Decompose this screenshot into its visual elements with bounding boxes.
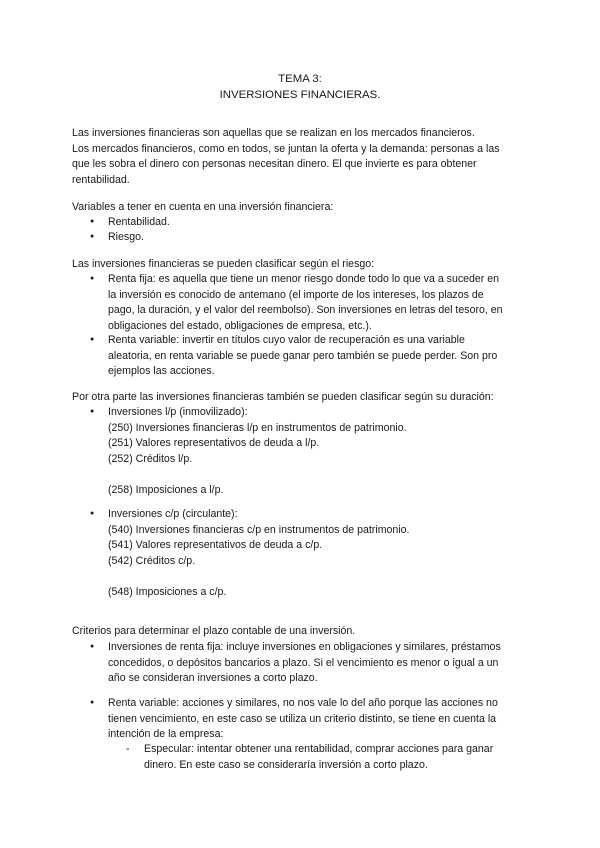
bullet-icon bbox=[90, 405, 102, 422]
account-line: (548) Imposiciones a c/p. bbox=[108, 585, 227, 598]
text-line: obligaciones del estado, obligaciones de empresa, etc.). bbox=[108, 319, 372, 332]
riesgo-heading: Las inversiones financieras se pueden clasificar según el riesgo: bbox=[72, 258, 375, 270]
list-item-text: Rentabilidad. bbox=[108, 216, 170, 228]
intro-line: rentabilidad. bbox=[72, 173, 130, 186]
intro-line: Los mercados financieros, como en todos, se juntan la oferta y la demanda: personas a las bbox=[72, 142, 500, 155]
bullet-icon bbox=[90, 507, 102, 524]
criterio-variable-text bbox=[108, 696, 498, 743]
text-line: la inversión es conocido de antemano (el importe de los intereses, los plazos de bbox=[108, 288, 484, 301]
lp-block bbox=[108, 405, 407, 498]
title-line-1: TEMA 3: bbox=[278, 73, 322, 85]
bullet-icon bbox=[90, 640, 102, 657]
criterios-heading: Criterios para determinar el plazo contable de una inversión. bbox=[72, 625, 356, 637]
account-line: (258) Imposiciones a l/p. bbox=[108, 483, 224, 496]
cp-block bbox=[108, 507, 410, 600]
duracion-heading: Por otra parte las inversiones financieras también se pueden clasificar según su duración: bbox=[72, 391, 494, 403]
account-line: (542) Créditos c/p. bbox=[108, 554, 196, 567]
account-line: (541) Valores representativos de deuda a c/p. bbox=[108, 539, 323, 551]
text-line: pago, la duración, y el valor del reembolso). Son inversiones en letras del tesoro, en bbox=[108, 304, 503, 316]
text-line: aleatoria, en renta variable se puede ganar pero también se puede perder. Son pro bbox=[108, 349, 498, 362]
renta-variable-text bbox=[108, 333, 497, 380]
text-line: concedidos, o depósitos bancarios a plazo. Si el vencimiento es menor o igual a un bbox=[108, 656, 499, 669]
intro-paragraph bbox=[72, 126, 527, 188]
account-line: (250) Inversiones financieras l/p en instrumentos de patrimonio. bbox=[108, 421, 407, 434]
text-line: ejemplos las acciones. bbox=[108, 365, 215, 377]
text-line: tienen vencimiento, en este caso se utiliza un criterio distinto, se tiene en cuenta la bbox=[108, 712, 497, 725]
criterio-fija-text bbox=[108, 640, 501, 687]
text-line: Renta variable: acciones y similares, no nos vale lo del año porque las acciones no bbox=[108, 697, 498, 709]
bullet-icon bbox=[90, 696, 102, 713]
renta-fija-text bbox=[108, 272, 503, 334]
account-line: (251) Valores representativos de deuda a l/p. bbox=[108, 437, 320, 449]
lp-title: Inversiones l/p (inmovilizado): bbox=[108, 406, 248, 418]
text-line: dinero. En este caso se consideraría inversión a corto plazo. bbox=[144, 758, 428, 771]
text-line: Renta fija: es aquella que tiene un menor riesgo donde todo lo que va a suceder en bbox=[108, 273, 500, 285]
text-line: Renta variable: invertir en títulos cuyo valor de recuperación es una variable bbox=[108, 334, 465, 346]
bullet-icon bbox=[90, 230, 102, 247]
list-item-text: Riesgo. bbox=[108, 231, 144, 243]
text-line: Especular: intentar obtener una rentabilidad, comprar acciones para ganar bbox=[144, 743, 494, 755]
variables-heading: Variables a tener en cuenta en una inversión financiera: bbox=[72, 201, 334, 213]
title-line-2: INVERSIONES FINANCIERAS. bbox=[219, 89, 381, 101]
bullet-icon bbox=[90, 333, 102, 350]
bullet-icon bbox=[90, 272, 102, 289]
intro-line: Las inversiones financieras son aquellas que se realizan en los mercados financieros. bbox=[72, 127, 475, 139]
especular-text bbox=[144, 742, 493, 773]
intro-line: que les sobra el dinero con personas necesitan dinero. El que invierte es para obtener bbox=[72, 158, 477, 170]
text-line: intención de la empresa: bbox=[108, 728, 224, 740]
text-line: Inversiones de renta fija: incluye inversiones en obligaciones y similares, préstamos bbox=[108, 641, 501, 653]
account-line: (252) Créditos l/p. bbox=[108, 452, 193, 465]
account-line: (540) Inversiones financieras c/p en instrumentos de patrimonio. bbox=[108, 523, 410, 536]
dash-bullet: - bbox=[126, 743, 130, 755]
text-line: año se consideran inversiones a corto plazo. bbox=[108, 672, 318, 684]
cp-title: Inversiones c/p (circulante): bbox=[108, 508, 238, 520]
